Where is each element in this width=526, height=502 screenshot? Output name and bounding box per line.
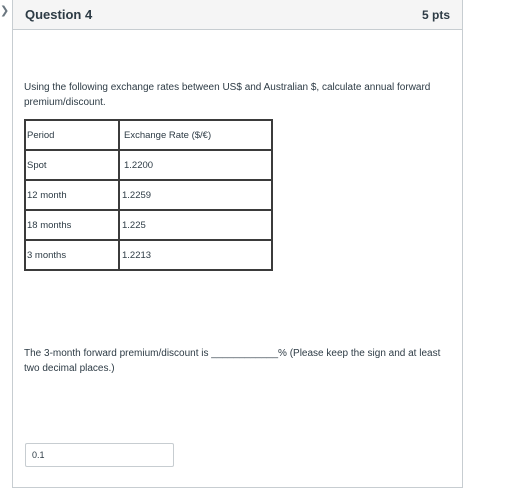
period-cell: Spot xyxy=(25,150,119,180)
question-prompt: Using the following exchange rates between US$ and Australian $, calculate annual forward premium/discount. xyxy=(24,82,431,108)
period-cell: 12 month xyxy=(25,180,119,210)
rate-cell: 1.2200 xyxy=(119,150,272,180)
table-header-row xyxy=(25,120,272,150)
table-row xyxy=(25,150,272,180)
table-row xyxy=(25,180,272,210)
answer-input[interactable] xyxy=(25,443,174,467)
period-cell: 3 months xyxy=(25,240,119,270)
question-card xyxy=(12,0,463,488)
rate-cell: 1.2213 xyxy=(119,240,272,270)
period-cell: 18 months xyxy=(25,210,119,240)
question-points: 5 pts xyxy=(421,7,450,22)
question-title: Question 4 xyxy=(25,7,93,22)
exchange-rate-table xyxy=(24,119,273,271)
table-row xyxy=(25,240,272,270)
rate-cell: 1.225 xyxy=(119,210,272,240)
collapse-arrow-icon[interactable]: ❯ xyxy=(0,5,10,17)
answer-prompt: The 3-month forward premium/discount is ____________% (Please keep the sign and at least two decimal places.) xyxy=(24,348,441,374)
table-row xyxy=(25,210,272,240)
rate-cell: 1.2259 xyxy=(119,180,272,210)
header-period: Period xyxy=(25,120,119,150)
question-header xyxy=(13,0,462,30)
header-exchange-rate: Exchange Rate ($/€) xyxy=(119,120,272,150)
